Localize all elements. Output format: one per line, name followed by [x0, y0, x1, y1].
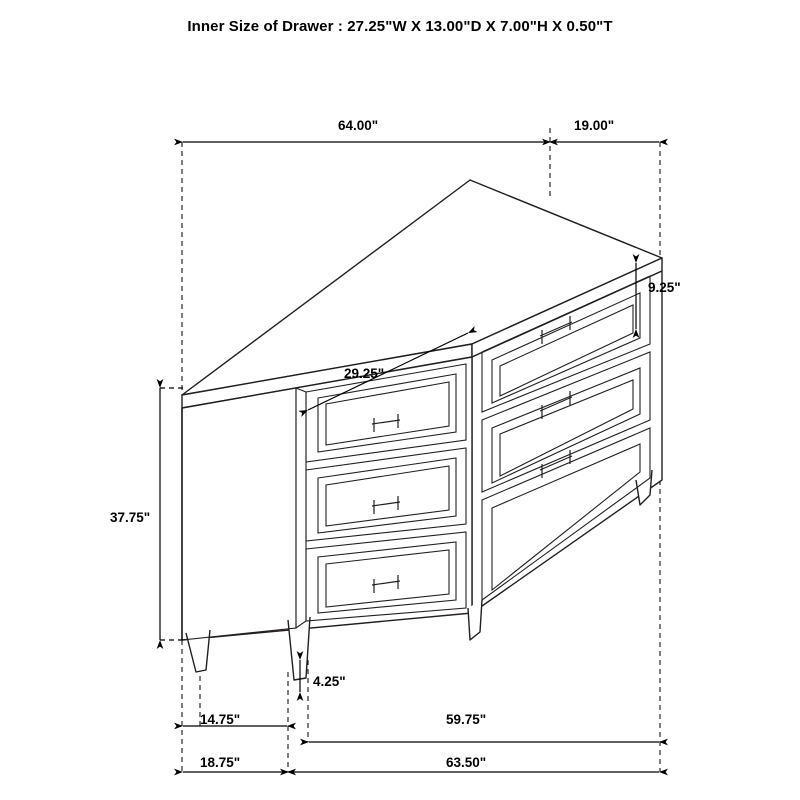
dim-top-left-width: 64.00" — [338, 118, 379, 133]
dim-left-foot-offset: 14.75" — [200, 712, 241, 727]
dim-top-right-depth: 19.00" — [574, 118, 615, 133]
dim-overall-width: 63.50" — [446, 755, 487, 770]
dim-overall-height: 37.75" — [110, 510, 151, 525]
dim-front-width: 59.75" — [446, 712, 487, 727]
dim-top-surface-depth: 29.25" — [344, 366, 385, 381]
page-title: Inner Size of Drawer : 27.25"W X 13.00"D X 7.00"H X 0.50"T — [187, 18, 613, 35]
dim-top-drawer-height: 9.25" — [648, 280, 681, 295]
dim-leg-height: 4.25" — [313, 674, 346, 689]
dim-base-left-offset: 18.75" — [200, 755, 241, 770]
